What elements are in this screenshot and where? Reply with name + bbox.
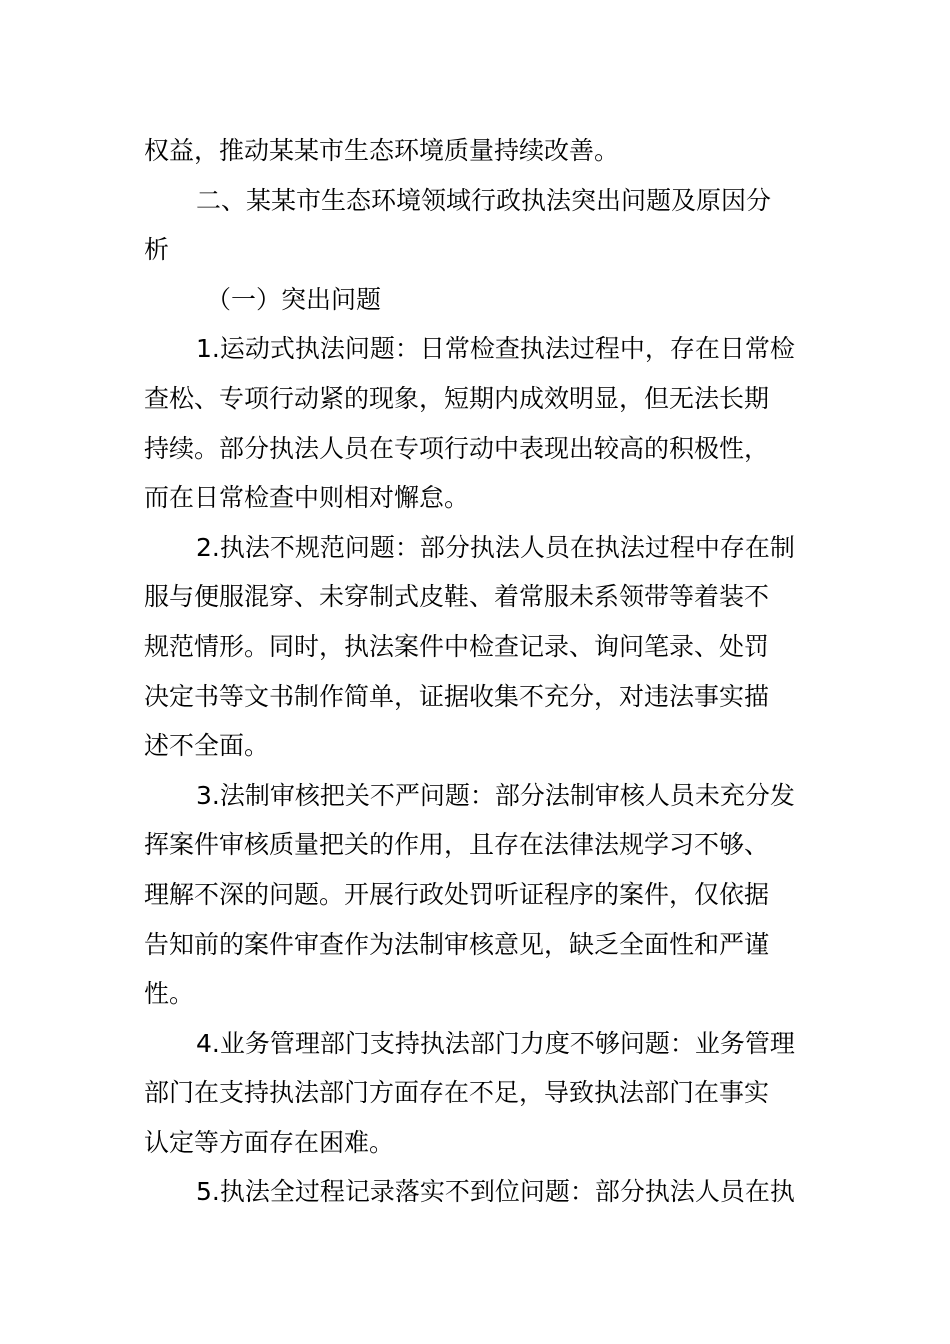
paragraph-line: 认定等方面存在困难。 (144, 1127, 395, 1157)
paragraph-line: 4.业务管理部门支持执法部门力度不够问题：业务管理 (196, 1028, 795, 1058)
paragraph-line: 告知前的案件审查作为法制审核意见，缺乏全面性和严谨 (144, 929, 770, 959)
paragraph-line: 1.运动式执法问题：日常检查执法过程中，存在日常检 (196, 334, 795, 364)
paragraph-line: 查松、专项行动紧的现象，短期内成效明显，但无法长期 (144, 383, 770, 413)
section-heading: 二、某某市生态环境领域行政执法突出问题及原因分 (196, 185, 772, 215)
paragraph-line: 规范情形。同时，执法案件中检查记录、询问笔录、处罚 (144, 631, 770, 661)
paragraph-line: 部门在支持执法部门方面存在不足，导致执法部门在事实 (144, 1078, 770, 1108)
section-heading-continuation: 析 (144, 235, 170, 265)
paragraph-line: 3.法制审核把关不严问题：部分法制审核人员未充分发 (196, 780, 795, 810)
paragraph-line: 性。 (144, 979, 195, 1009)
paragraph-line: 挥案件审核质量把关的作用，且存在法律法规学习不够、 (144, 830, 770, 860)
document-page (144, 126, 806, 1217)
paragraph-line: 服与便服混穿、未穿制式皮鞋、着常服未系领带等着装不 (144, 582, 770, 612)
paragraph-line: 决定书等文书制作简单，证据收集不充分，对违法事实描 (144, 681, 770, 711)
subsection-heading: （一）突出问题 (206, 284, 382, 314)
paragraph-line: 理解不深的问题。开展行政处罚听证程序的案件，仅依据 (144, 879, 770, 909)
paragraph-line: 5.执法全过程记录落实不到位问题：部分执法人员在执 (196, 1177, 795, 1207)
paragraph-line: 而在日常检查中则相对懈怠。 (144, 483, 470, 513)
paragraph-line: 述不全面。 (144, 731, 270, 761)
paragraph-line: 持续。部分执法人员在专项行动中表现出较高的积极性， (144, 433, 770, 463)
paragraph-line: 2.执法不规范问题：部分执法人员在执法过程中存在制 (196, 532, 795, 562)
text-line: 权益，推动某某市生态环境质量持续改善。 (144, 136, 620, 165)
